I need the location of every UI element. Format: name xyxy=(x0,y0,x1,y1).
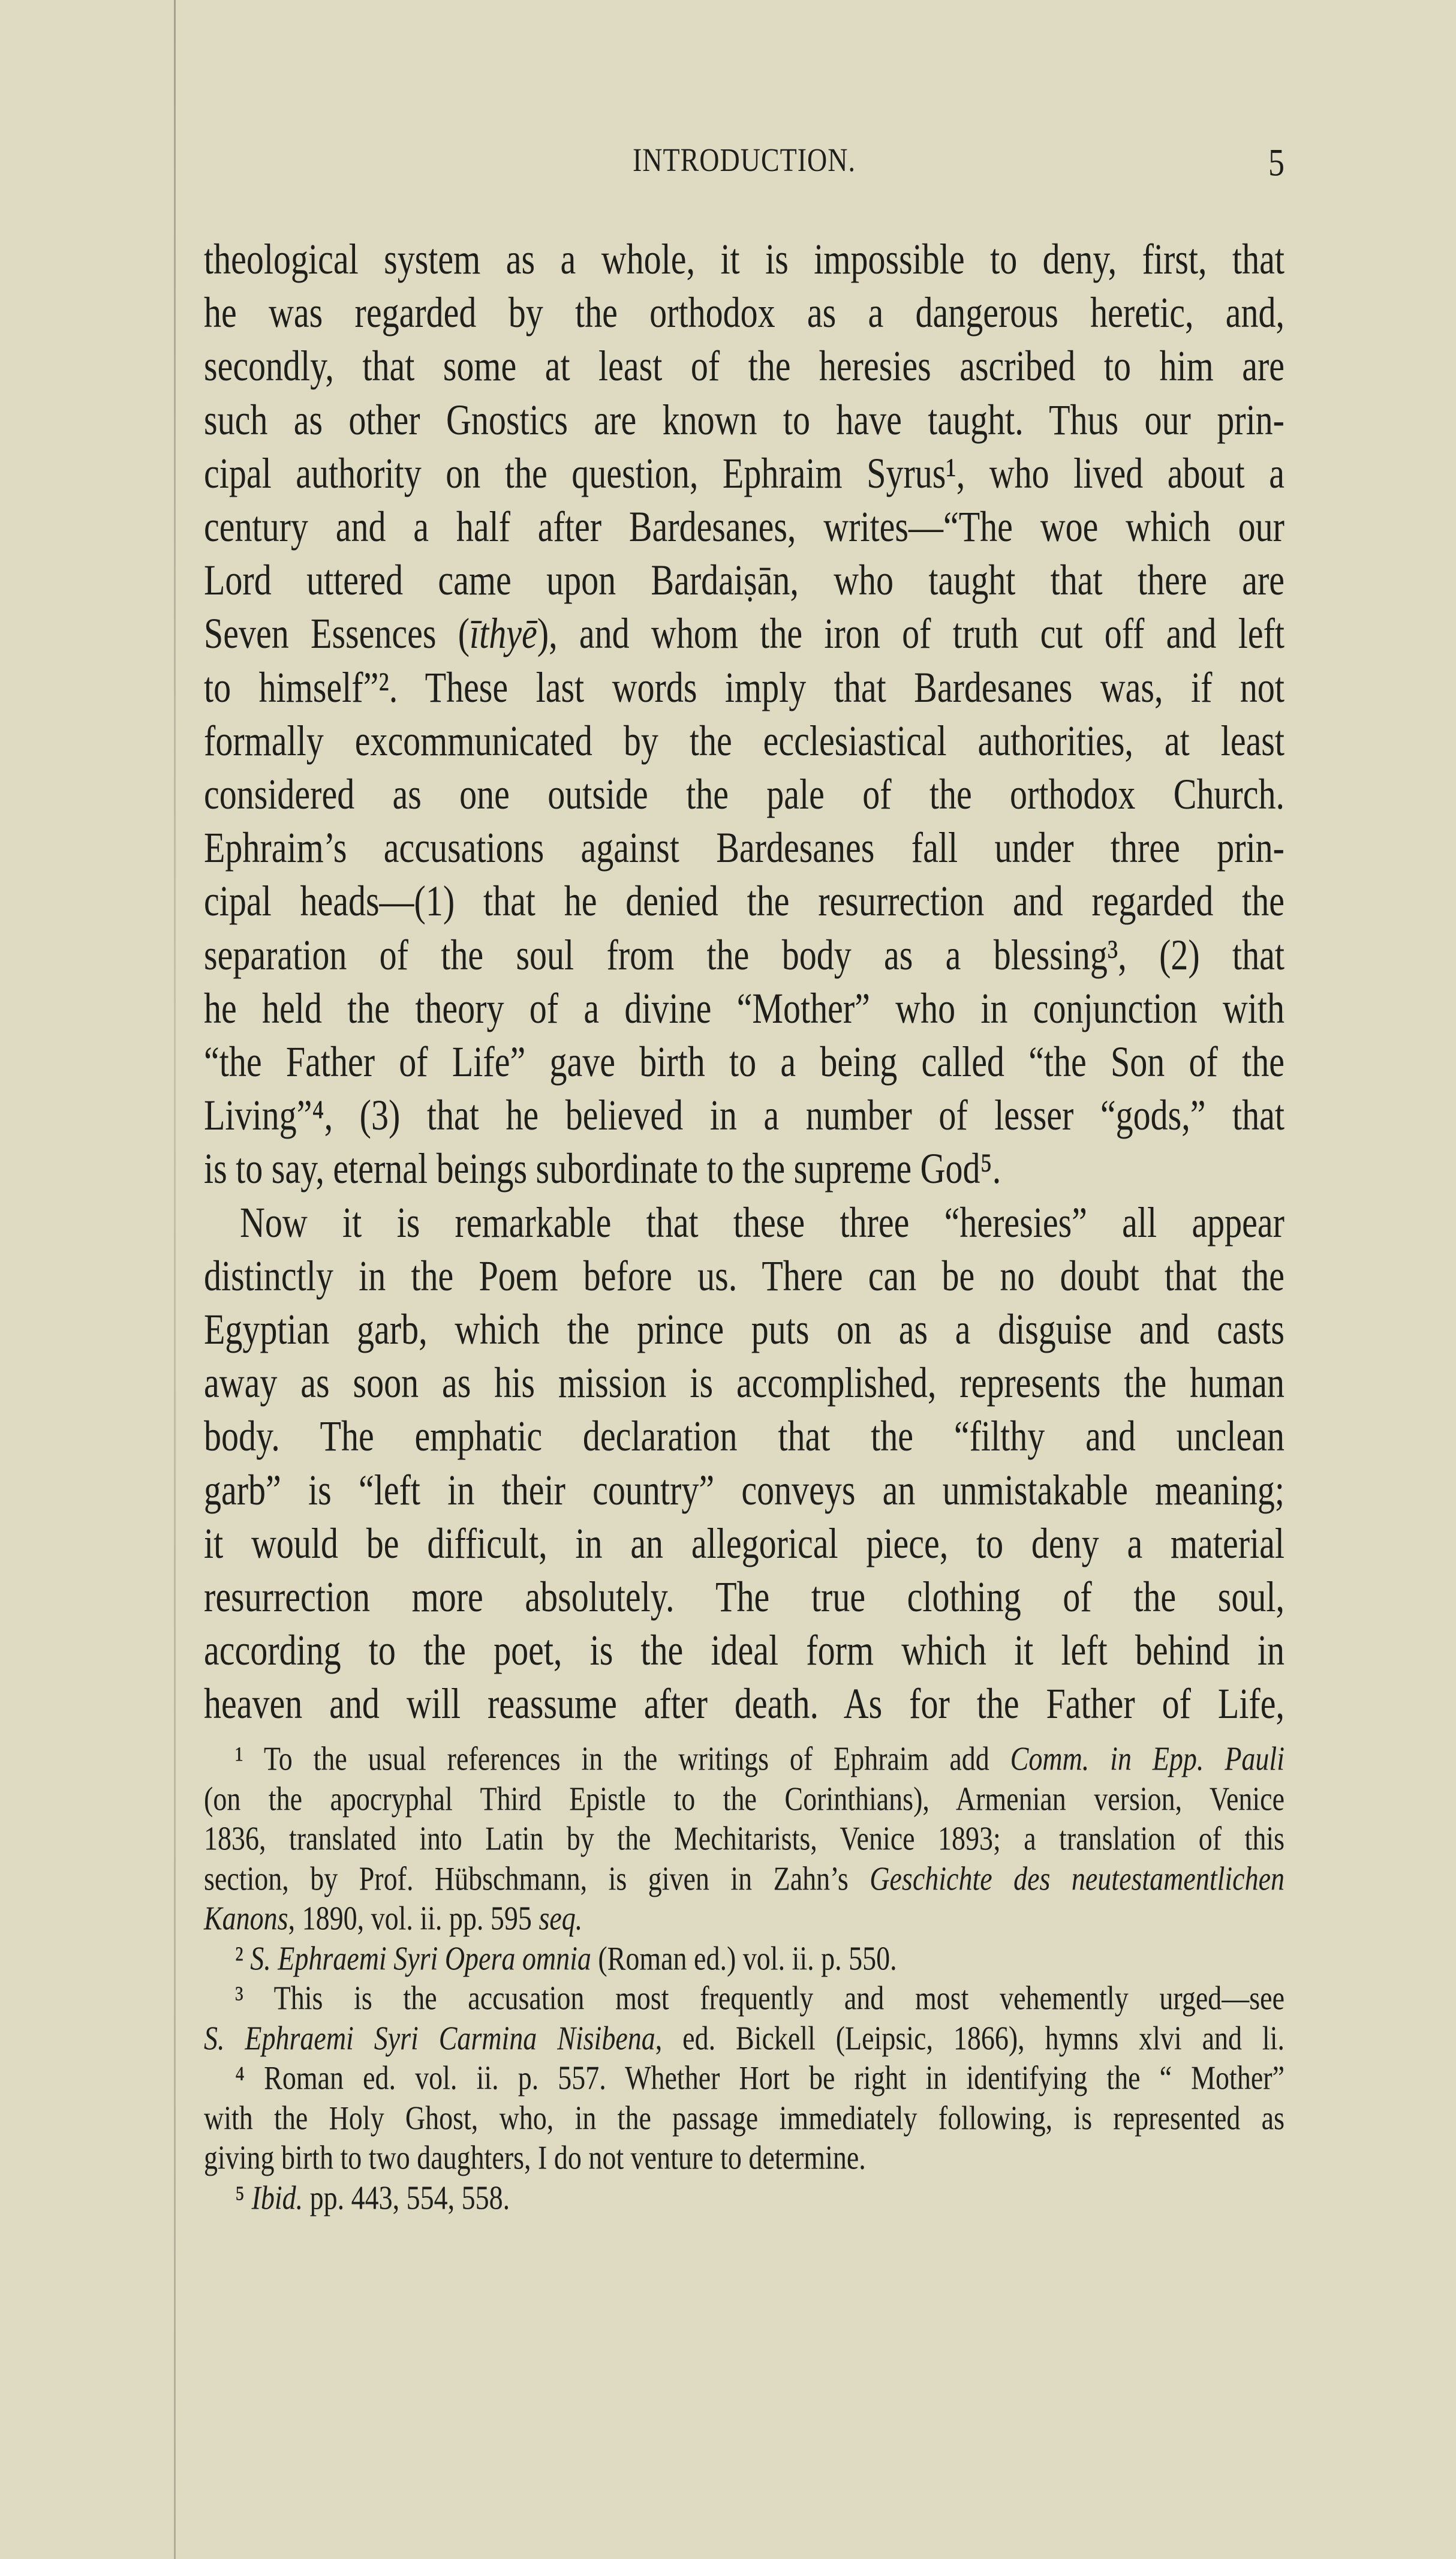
body-line xyxy=(204,876,1284,926)
footnote-line xyxy=(204,2138,1284,2177)
italic-text: seq. xyxy=(539,1899,583,1937)
body-line xyxy=(204,1678,1284,1729)
footnote-line xyxy=(235,1978,1284,2017)
text-run: secondly, that some at least of the heresies ascribed to him are xyxy=(204,341,1284,391)
body-line xyxy=(204,341,1284,391)
body-line xyxy=(204,1411,1284,1461)
body-line xyxy=(204,822,1284,873)
text-run: resurrection more absolutely. The true clothing of the soul, xyxy=(204,1572,1284,1621)
italic-text: īthyē xyxy=(470,609,537,658)
text-run: to himself”². These last words imply that Bardesanes was, if not xyxy=(204,662,1284,711)
text-run: heaven and will reassume after death. As for the Father of Life, xyxy=(204,1679,1284,1728)
text-run: (Roman ed.) vol. ii. p. 550. xyxy=(591,1939,897,1977)
body-line xyxy=(204,447,1284,498)
body-line xyxy=(204,287,1284,338)
text-run: with the Holy Ghost, who, in the passage immediately following, is represented as xyxy=(204,2098,1284,2137)
footnote-line xyxy=(204,1779,1284,1818)
text-run: giving birth to two daughters, I do not venture to determine. xyxy=(204,2138,866,2176)
footnote-line xyxy=(204,1819,1284,1858)
text-run: ⁴ Roman ed. vol. ii. p. 557. Whether Hort be right in identifying the “ Mother” xyxy=(235,2059,1284,2097)
body-line xyxy=(204,769,1284,819)
body-line xyxy=(204,608,1284,659)
italic-text: Comm. in Epp. Pauli xyxy=(1010,1740,1284,1777)
body-line xyxy=(204,394,1284,444)
body-line xyxy=(204,1357,1284,1408)
text-run: “the Father of Life” gave birth to a being called “the Son of the xyxy=(204,1037,1284,1086)
text-run: Egyptian garb, which the prince puts on as a disguise and casts xyxy=(204,1304,1284,1354)
footnote-line xyxy=(235,1739,1284,1778)
text-run: ), and whom the iron of truth cut off and left xyxy=(537,609,1284,658)
body-line xyxy=(204,1143,1284,1194)
body-line xyxy=(204,662,1284,712)
page-number: 5 xyxy=(1268,141,1284,184)
text-run: (on the apocryphal Third Epistle to the Corinthians), Armenian version, Venice xyxy=(204,1779,1284,1818)
footnote-line xyxy=(235,2178,1284,2217)
italic-text: S. Ephraemi Syri Opera omnia xyxy=(250,1939,591,1977)
footnote-line xyxy=(235,2058,1284,2097)
text-run: , 1890, vol. ii. pp. 595 xyxy=(288,1899,539,1937)
italic-text: Geschichte des neutestamentlichen xyxy=(870,1859,1284,1897)
text-run: formally excommunicated by the ecclesiastical authorities, at least xyxy=(204,716,1284,765)
text-run: body. The emphatic declaration that the “filthy and unclean xyxy=(204,1411,1284,1461)
footnote-line xyxy=(204,2098,1284,2137)
text-run: Living”⁴, (3) that he believed in a number of lesser “gods,” that xyxy=(204,1091,1284,1140)
page-gutter-line xyxy=(174,0,176,2559)
text-run: away as soon as his mission is accomplished, represents the human xyxy=(204,1358,1284,1407)
text-run: century and a half after Bardesanes, writes—“The woe which our xyxy=(204,501,1284,551)
body-line xyxy=(204,1304,1284,1354)
text-run: he held the theory of a divine “Mother” who in conjunction with xyxy=(204,983,1284,1032)
text-run: considered as one outside the pale of the orthodox Church. xyxy=(204,769,1284,819)
text-run: ¹ To the usual references in the writings of Ephraim add xyxy=(235,1740,1010,1777)
body-line xyxy=(204,555,1284,605)
body-line xyxy=(204,1090,1284,1140)
text-run: distinctly in the Poem before us. There can be no doubt that the xyxy=(204,1251,1284,1300)
text-run: , ed. Bickell (Leipsic, 1866), hymns xlvi and li. xyxy=(655,2019,1284,2057)
text-run: ² xyxy=(235,1939,251,1977)
italic-text: Ibid. xyxy=(251,2178,303,2216)
text-run: theological system as a whole, it is impossible to deny, first, that xyxy=(204,234,1284,284)
text-run: ⁵ xyxy=(235,2178,252,2216)
text-run: cipal heads—(1) that he denied the resurrection and regarded the xyxy=(204,876,1284,926)
body-line xyxy=(204,501,1284,552)
body-line xyxy=(204,715,1284,765)
text-run: such as other Gnostics are known to have taught. Thus our prin- xyxy=(204,395,1284,444)
text-run: pp. 443, 554, 558. xyxy=(303,2178,510,2216)
body-line xyxy=(204,1037,1284,1087)
body-line xyxy=(204,1518,1284,1568)
text-run: separation of the soul from the body as a blessing³, (2) that xyxy=(204,930,1284,979)
text-run: 1836, translated into Latin by the Mechitarists, Venice 1893; a translation of this xyxy=(204,1819,1284,1857)
body-line xyxy=(204,234,1284,284)
body-line xyxy=(204,929,1284,980)
body-line xyxy=(204,1250,1284,1300)
body-line xyxy=(204,1625,1284,1675)
italic-text: Kanons xyxy=(204,1899,288,1937)
footnote-line xyxy=(235,1939,1284,1978)
text-run: cipal authority on the question, Ephraim Syrus¹, who lived about a xyxy=(204,448,1284,497)
footnote-line xyxy=(204,1899,1284,1938)
text-run: Seven Essences ( xyxy=(204,609,470,658)
text-run: he was regarded by the orthodox as a dangerous heretic, and, xyxy=(204,288,1284,337)
text-run: Now it is remarkable that these three “heresies” all appear xyxy=(240,1197,1284,1247)
body-line xyxy=(204,1572,1284,1622)
running-title: INTRODUCTION. xyxy=(632,141,856,179)
text-run: ³ This is the accusation most frequently and most vehemently urged—see xyxy=(235,1979,1284,2017)
text-run: it would be difficult, in an allegorical piece, to deny a material xyxy=(204,1518,1284,1567)
text-run: is to say, eternal beings subordinate to the supreme God⁵. xyxy=(204,1144,1001,1193)
footnote-line xyxy=(204,1859,1284,1898)
footnote-line xyxy=(204,2019,1284,2058)
text-run: garb” is “left in their country” conveys an unmistakable meaning; xyxy=(204,1465,1284,1514)
text-run: Ephraim’s accusations against Bardesanes fall under three prin- xyxy=(204,823,1284,872)
page-header xyxy=(204,141,1284,186)
body-line xyxy=(204,983,1284,1033)
text-run: Lord uttered came upon Bardaiṣān, who taught that there are xyxy=(204,555,1284,605)
italic-text: S. Ephraemi Syri Carmina Nisibena xyxy=(204,2019,655,2057)
text-run: according to the poet, is the ideal form which it left behind in xyxy=(204,1626,1284,1675)
body-line xyxy=(240,1197,1284,1247)
body-line xyxy=(204,1464,1284,1515)
text-run: section, by Prof. Hübschmann, is given in Zahn’s xyxy=(204,1859,870,1897)
